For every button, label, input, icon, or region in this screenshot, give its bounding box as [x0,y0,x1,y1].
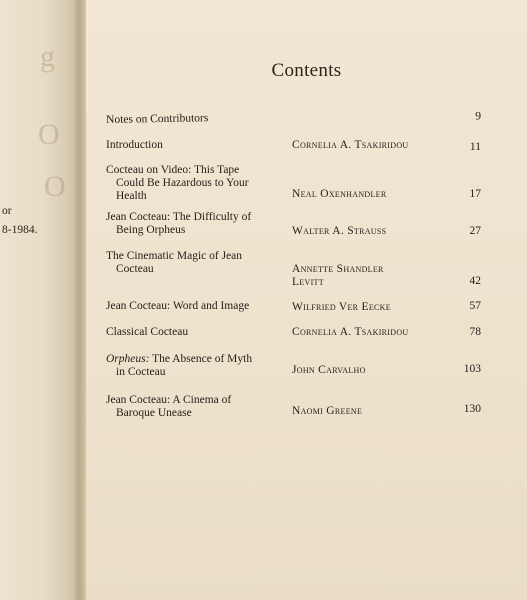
toc-entry-page: 11 [469,141,481,153]
contents-page [86,0,527,600]
toc-entry-page: 17 [469,188,481,200]
toc-entry-title [106,211,286,237]
show-through-text: O [44,170,66,203]
toc-entry-title-line: The Cinematic Magic of Jean [106,250,243,262]
toc-entry-title-line: Baroque Unease [116,407,192,419]
show-through-text: g [40,40,55,73]
toc-entry-author: Wilfried Ver Eecke [292,301,391,313]
toc-entry-title-line: Could Be Hazardous to Your [116,177,249,189]
toc-entry-author: John Carvalho [292,364,366,376]
toc-entry-title-line: in Cocteau [116,366,166,378]
left-page-fragment: 8-1984. [2,224,38,236]
toc-entry-author: Neal Oxenhandler [292,188,387,200]
toc-entry-author: Cornelia A. Tsakiridou [292,326,409,338]
toc-entry-page: 103 [463,363,481,375]
toc-entry-title-line: Cocteau [116,263,154,275]
toc-entry-title-line: Health [116,190,147,202]
toc-entry-title: Jean Cocteau: Word and Image [106,300,250,312]
toc-entry-title: Classical Cocteau [106,326,189,338]
toc-entry-author: Walter A. Strauss [292,225,387,237]
toc-entry-page: 27 [469,225,481,237]
show-through-text: O [38,118,60,151]
toc-entry-page: 78 [469,326,481,338]
toc-entry-title [106,394,286,420]
toc-entry-title-line: Jean Cocteau: The Difficulty of [106,211,252,223]
toc-entry-title-rest: The Absence of Myth [152,353,253,365]
toc-entry-title-line: Jean Cocteau: A Cinema of [106,394,232,406]
toc-entry-title-italic: Orpheus: [106,353,150,365]
toc-entry-page: 9 [475,110,482,123]
toc-entry-title [106,353,286,379]
toc-entry-title [106,164,286,203]
toc-entry-author: Naomi Greene [292,405,363,417]
book-gutter [74,0,86,600]
toc-entry-page: 42 [469,275,481,287]
left-page-fragment: or [2,205,12,217]
toc-entry-author [292,263,384,289]
toc-entry-title: Notes on Contributors [106,112,209,126]
toc-entry-author-line: Annette Shandler [292,263,384,275]
page-title: Contents [271,60,342,81]
toc-entry-author-line: Levitt [292,276,324,288]
toc-entry-title-line: Being Orpheus [116,224,186,236]
toc-entry-title [106,250,286,276]
left-page [0,0,78,600]
toc-entry-page: 57 [469,300,481,312]
toc-entry-author: Cornelia A. Tsakiridou [292,139,409,151]
toc-entry-page: 130 [463,403,481,415]
toc-entry-title-line: Cocteau on Video: This Tape [106,164,240,176]
toc-entry-title: Introduction [106,139,163,151]
